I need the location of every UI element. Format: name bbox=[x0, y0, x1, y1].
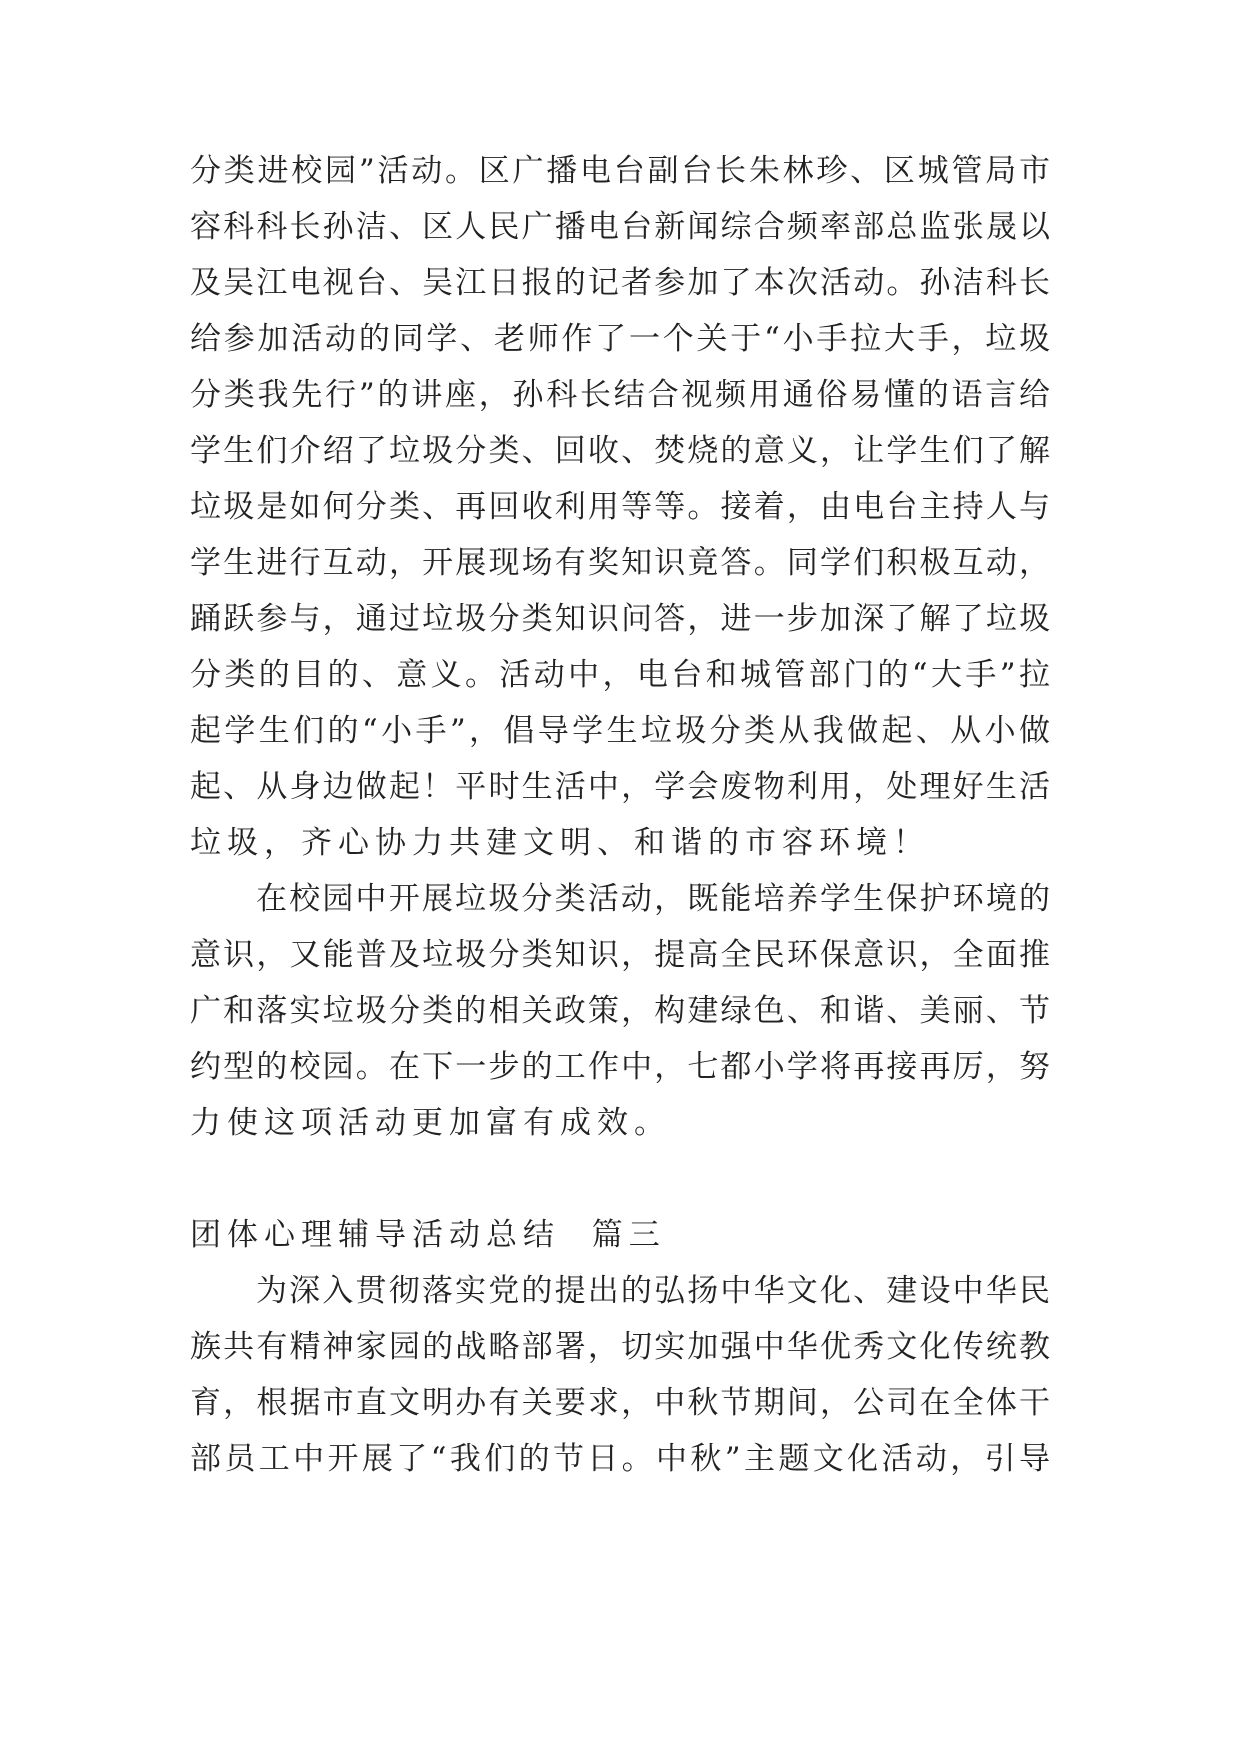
paragraph-line: 踊跃参与，通过垃圾分类知识问答，进一步加深了解了垃圾 bbox=[190, 601, 1050, 637]
paragraph-line: 为深入贯彻落实党的提出的弘扬中华文化、建设中华民 bbox=[256, 1273, 1050, 1309]
paragraph-line: 容科科长孙洁、区人民广播电台新闻综合频率部总监张晟以 bbox=[190, 209, 1050, 245]
paragraph-line: 给参加活动的同学、老师作了一个关于“小手拉大手，垃圾 bbox=[190, 321, 1050, 357]
paragraph-line: 部员工中开展了“我们的节日。中秋”主题文化活动，引导 bbox=[190, 1441, 1050, 1477]
paragraph-line: 广和落实垃圾分类的相关政策，构建绿色、和谐、美丽、节 bbox=[190, 993, 1050, 1029]
paragraph-line: 垃圾是如何分类、再回收利用等等。接着，由电台主持人与 bbox=[190, 489, 1050, 525]
paragraph-line: 及吴江电视台、吴江日报的记者参加了本次活动。孙洁科长 bbox=[190, 265, 1050, 301]
paragraph-line: 起、从身边做起！平时生活中，学会废物利用，处理好生活 bbox=[190, 769, 1050, 805]
paragraph-line: 学生们介绍了垃圾分类、回收、焚烧的意义，让学生们了解 bbox=[190, 433, 1050, 469]
paragraph-line: 约型的校园。在下一步的工作中，七都小学将再接再厉，努 bbox=[190, 1049, 1050, 1085]
paragraph-line: 在校园中开展垃圾分类活动，既能培养学生保护环境的 bbox=[256, 881, 1050, 917]
paragraph-line: 育，根据市直文明办有关要求，中秋节期间，公司在全体干 bbox=[190, 1385, 1050, 1421]
paragraph-line: 起学生们的“小手”，倡导学生垃圾分类从我做起、从小做 bbox=[190, 713, 1050, 749]
paragraph-line: 垃圾，齐心协力共建文明、和谐的市容环境！ bbox=[190, 825, 930, 861]
paragraph-line: 意识，又能普及垃圾分类知识，提高全民环保意识，全面推 bbox=[190, 937, 1050, 973]
paragraph-line: 分类我先行”的讲座，孙科长结合视频用通俗易懂的语言给 bbox=[190, 377, 1050, 413]
section-heading: 团体心理辅导活动总结 篇三 bbox=[190, 1217, 666, 1253]
paragraph-line: 族共有精神家园的战略部署，切实加强中华优秀文化传统教 bbox=[190, 1329, 1050, 1365]
paragraph-line: 分类的目的、意义。活动中，电台和城管部门的“大手”拉 bbox=[190, 657, 1050, 693]
paragraph-line: 分类进校园”活动。区广播电台副台长朱林珍、区城管局市 bbox=[190, 153, 1050, 189]
paragraph-line: 学生进行互动，开展现场有奖知识竟答。同学们积极互动， bbox=[190, 545, 1050, 581]
paragraph-line: 力使这项活动更加富有成效。 bbox=[190, 1105, 671, 1141]
